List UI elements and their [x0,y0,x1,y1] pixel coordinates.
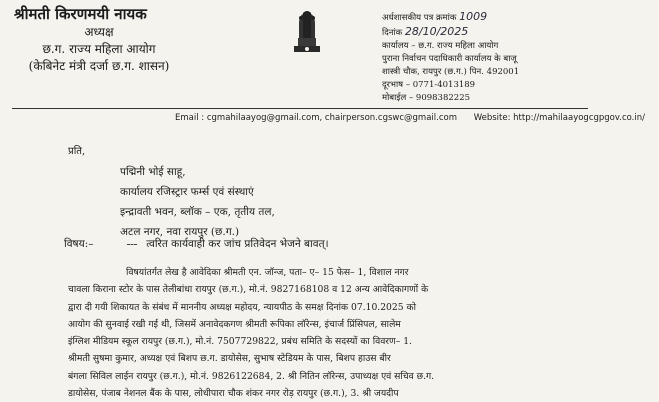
reference-row [382,10,596,25]
body-line: बंगला सिविल लाईन रायपुर (छ.ग.), मो.नं. 9826122684, 2. श्री नितिन लॉरेन्स, उपाध्यक्ष एवं सचिव छ.ग. [68,370,435,382]
cabinet-rank: (केबिनेट मंत्री दर्जा छ.ग. शासन) [28,59,170,73]
salutation-to: प्रति, [68,146,86,157]
letterhead-right [382,10,596,105]
office-phone: दूरभाष – 0771-4013189 [382,80,476,90]
national-emblem-icon [290,8,324,56]
body-line: द्वारा दी गयी शिकायत के संबंध में माननीय अध्यक्ष महोदय, न्यायपीठ के समक्ष दिनांक 07.10.2025 को [68,301,416,313]
subject-line [64,237,329,251]
chairperson-name: श्रीमती किरणमयी नायक [14,5,147,23]
body-line: विषयांतर्गत लेख है आवेदिका श्रीमती एन. जॉन्ज, पता– ए– 15 फेस– 1, विशाल नगर [126,267,409,278]
ref-label: अर्धशासकीय पत्र क्रमांक [382,13,457,23]
office-line-3: शास्त्री चौक, रायपुर (छ.ग.) पिन. 492001 [382,67,520,77]
letterhead-left [14,4,184,75]
contact-row [175,113,659,123]
body-line: आयोग की सुनवाई रखी गई थी, जिसमें अनावेदकगण श्रीमती रूपिका लॉरेन्स, इंचार्ज प्रिंसिपल, सालेम [68,318,401,330]
letter-body [68,264,588,402]
date-row [382,25,596,40]
office-mobile: मोबाईल – 9098382225 [382,93,471,103]
address-line: पद्मिनी भोई साहू, [120,166,186,178]
email-text: Email : cgmahilaayog@gmail.com, chairperson.cgswc@gmail.com [175,113,457,123]
recipient-address [120,162,275,242]
body-line: श्रीमती सुषमा कुमार, अध्यक्ष एवं बिशप छ.ग. डायोसेस, सुभाष स्टेडियम के पास, बिशप हाउस बीर [68,353,391,365]
date-label: दिनांक [382,28,403,38]
designation: अध्यक्ष [84,25,114,39]
subject-label: विषय:– [64,238,94,250]
body-line: चावला किराना स्टोर के पास तेलीबांधा रायपुर (छ.ग.), मो.नं. 9827168108 व 12 अन्य आवेदिकागणों के [68,284,429,296]
address-line: कार्यालय रजिस्ट्रार फर्म्स एवं संस्थाएं [120,186,254,198]
address-line: इन्द्रावती भवन, ब्लॉक – एक, तृतीय तल, [120,206,275,218]
letterhead-divider [12,108,588,109]
subject-dash [127,244,137,245]
commission-name: छ.ग. राज्य महिला आयोग [42,42,156,56]
office-line-2: पुराना निर्वाचन पदाधिकारी कार्यालय के बाजू [382,54,517,64]
website-text: Website: http://mahilaayogcgpgov.co.in/ [473,113,645,123]
address-line: अटल नगर, नवा रायपुर (छ.ग.) [120,226,240,238]
office-line-1: कार्यालय – छ.ग. राज्य महिला आयोग [382,41,499,51]
subject-text: त्वरित कार्यवाही कर जांच प्रतिवेदन भेजने बावत्। [146,238,329,250]
body-line: इंग्लिश मीडियम स्कूल रायपुर (छ.ग.), मो.नं. 7507729822, प्रबंध समिति के सदस्यों का विवरण– 1. [68,336,412,348]
body-line: डायोसेस, पंजाब नेशनल बैंक के पास, लोधीपारा चौक शंकर नगर रोड़ रायपुर (छ.ग.), 3. श्री जयदीप [68,388,399,400]
ref-number: 1009 [459,10,488,23]
date-value: 28/10/2025 [404,25,469,38]
